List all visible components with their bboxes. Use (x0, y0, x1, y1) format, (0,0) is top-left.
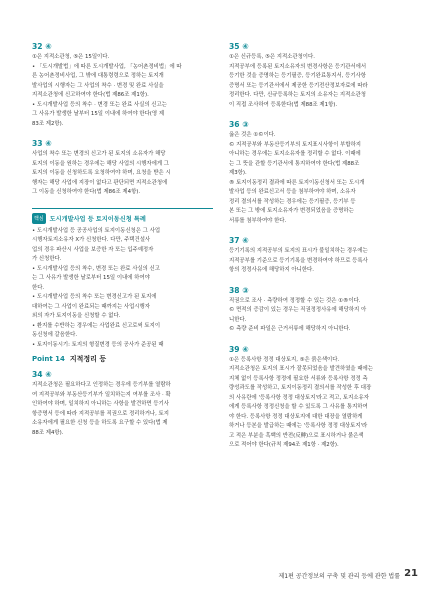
answer-line: • 「도시개발법」에 따른 도시개발사업, 「농어촌정비법」에 따 (32, 63, 182, 70)
tip-bullet: 동신청에 갈음한다. (32, 332, 78, 338)
answer-line: 토지의 이동을 원하는 경우에는 해당 사업의 시행자에게 그 (32, 160, 169, 167)
answer-line: 지적소관청에 신고하여야 한다(법 제86조 제1항). (32, 92, 149, 98)
answer-line: 그 이동을 신청하여야 한다(법 제86조 제4항). (32, 189, 141, 195)
tip-bullet: 는 그 사유가 발생한 날로부터 15일 이내에 하여야 (32, 275, 150, 281)
answer-number: 34 ④ (32, 370, 52, 379)
tip-box (32, 208, 213, 351)
answer-36 (229, 120, 410, 226)
answer-line: 발사업의 시행자는 그 사업의 착수 · 변경 및 완료 사실을 (32, 82, 164, 89)
answer-line: 지적소관청은 필요하다고 인정하는 경우에 등기부를 열람하 (32, 382, 171, 388)
right-column (229, 42, 410, 461)
answer-line: © 지적공부와 부동산등기부의 토지표시사항이 부합하지 (229, 141, 362, 148)
answer-line: 의 사유란에 '등록사항 정정 대상토지'라고 적고, 토지소유자 (229, 394, 369, 401)
tip-bullet: • 환지를 수반하는 경우에는 사업완료 신고로써 토지이 (32, 322, 161, 329)
answer-line: 옳은 것은 ①©이다. (229, 132, 276, 138)
answer-line: 행자는 해당 사업에 지장이 없다고 판단되면 지적소관청에 (32, 179, 168, 186)
answer-line: ①은 신규등록, ⑤은 지적소관청이다. (229, 54, 315, 60)
answer-number: 35 ④ (229, 42, 249, 51)
point-title: 지적정리 등 (69, 355, 107, 363)
tip-bullet: • 도시개발사업 등 공공사업의 토지이동신청은 그 사업 (32, 227, 161, 234)
answer-line: 지체 없이 등록사항 정정에 필요한 서류와 등록사항 정정 측 (229, 375, 368, 382)
answer-line: © 면적의 증감이 있는 경우는 직권정정사유에 해당하지 아 (229, 307, 367, 313)
answer-line: 소유자에게 필요한 신청 등을 하도록 요구할 수 있다(법 제 (32, 420, 168, 426)
answer-number: 32 ④ (32, 42, 52, 51)
answer-number: 33 ④ (32, 139, 52, 148)
answer-number: 39 ④ (229, 344, 249, 354)
answer-38 (229, 286, 410, 335)
answer-line: 직권으로 조사 · 측량하여 정정할 수 있는 것은 ①®이다. (229, 297, 361, 304)
answer-number: 36 ③ (229, 120, 249, 129)
tip-bullet: 시행자토지소유자 X가 신청한다. 다만, 주택건설사 (32, 237, 151, 243)
answer-line: 본 또는 그 밖에 토지소유자가 변경되었음을 증명하는 (229, 208, 354, 214)
answer-34 (32, 370, 213, 438)
answer-line: 에게 등록사항 정정신청을 할 수 있도록 그 사유를 통지하여 (229, 404, 368, 410)
answer-line: 증명서 또는 등기관서에서 제공한 등기전산정보자료에 따라 (229, 82, 368, 89)
page-footer (0, 566, 440, 584)
answer-line: 정리한다. 다만, 신규등록하는 토지의 소유자는 지적소관청 (229, 92, 366, 98)
tip-title: 도시개발사업 등 토지이동신청 특례 (49, 215, 146, 223)
answer-line: ® 토지이동정리 결과에 따른 토지이동신청서 또는 도시개 (229, 179, 365, 186)
answer-line: 니한다. (229, 316, 247, 323)
answer-line: 발사업 등의 완료신고서 등을 첨부하여야 하며, 소유자 (229, 189, 356, 195)
answer-33 (32, 139, 213, 198)
answer-line: 하거나 등본을 발급하는 때에는 '등록사항 정정 대상토지'라 (229, 423, 368, 429)
tip-bullet: 대하여는 그 사업이 완료되는 때까지는 사업시행자 (32, 303, 150, 310)
answer-line: 서류를 첨부하여야 한다. (229, 217, 287, 224)
tip-bullet: 한다. (32, 284, 45, 291)
tip-tag: 핵심 (32, 213, 46, 224)
answer-line: 이 직접 조사하여 등록한다(법 제88조 제1항). (229, 101, 338, 108)
tip-bullet: • 도시개발사업 등의 착수 또는 변경신고가 된 토지에 (32, 294, 157, 300)
answer-line: 고 적은 부분을 흑백의 반전(反轉)으로 표시하거나 붉은색 (229, 432, 364, 439)
answer-line: 인하여야 하며, 일치하지 아니하는 사항을 발견하면 등기사 (32, 401, 169, 407)
answer-line: 토지의 이동을 신청하도록 요청하여야 하며, 요청을 받은 시 (32, 170, 171, 176)
answer-line: ①은 등록사항 정정 대상토지, ⑤은 붉은색이다. (229, 356, 340, 363)
tip-bullet: • 도시개발사업 등의 착수, 변경 또는 완료 사실의 신고 (32, 265, 160, 272)
answer-line: 항의 정정사유에 해당하지 아니한다. (229, 267, 314, 273)
tip-bullet: 가 신청한다. (32, 256, 62, 262)
answer-line: 그 사유가 발생한 날부터 15일 이내에 하여야 한다(영 제 (32, 111, 165, 117)
tip-bullet: • 토지이동시기: 토지의 형질변경 등의 공사가 준공된 때 (32, 341, 164, 348)
answer-line: 지적공부에 등록된 토지소유자의 변경사항은 등기관서에서 (229, 63, 367, 70)
tip-bullet: 업의 경우 파산시 사업을 보증한 자 또는 입주예정자 (32, 246, 154, 253)
answer-line: 정리 결의서를 작성하는 경우에는 등기필증, 등기부 등 (229, 198, 356, 205)
answer-number: 38 ③ (229, 285, 249, 295)
answer-37 (229, 236, 410, 276)
point-label: Point 14 (32, 355, 65, 363)
answer-line: 사업의 착수 또는 변경의 신고가 된 토지의 소유자가 해당 (32, 151, 166, 157)
answer-number: 37 ④ (229, 236, 249, 245)
answer-line: 는 그 뜻을 관할 등기관서에 통지하여야 한다(법 제88조 (229, 160, 360, 167)
answer-line: 아니하는 경우에는 토지소유자를 정리할 수 없다. 이때에 (229, 151, 361, 157)
answer-line: © 측량 준비 파일은 근거서류에 해당하지 아니한다. (229, 326, 351, 332)
answer-line: 제3항). (229, 170, 247, 176)
page-number: 21 (404, 568, 418, 579)
answer-line: 88조 제4항). (32, 429, 64, 436)
answer-line: 른 농어촌정비사업, 그 밖에 대통령령으로 정하는 토지개 (32, 73, 164, 79)
footer-title: 제1편 공간정보의 구축 및 관리 등에 관한 법률 (278, 573, 400, 580)
answer-39 (229, 345, 410, 451)
answer-line: ①은 지적소관청, ⑤은 15일이다. (32, 54, 110, 60)
answer-line: 지적소관청은 토지의 표시가 잘못되었음을 발견하였을 때에는 (229, 366, 373, 372)
tip-header (32, 213, 213, 224)
answer-line: 항증명서 등에 따라 지적공부를 직권으로 정리하거나, 토지 (32, 410, 169, 417)
answer-line: 량성과도를 작성하고, 토지이동정리 결의서를 작성한 후 대장 (229, 385, 372, 391)
answer-line: 으로 적어야 한다(규칙 제94조 제1항 · 제2항). (229, 442, 339, 448)
answer-line: 여 지적공부와 부동산등기부가 일치하는지 여부를 조사 · 확 (32, 391, 171, 398)
answer-line: 야 한다. 등록사항 정정 대상토지에 대한 대장을 열람하게 (229, 413, 363, 420)
answer-35 (229, 42, 410, 110)
point-heading (32, 354, 213, 364)
answer-line: 83조 제2항). (32, 120, 64, 127)
tip-bullet: 외의 자가 토지이동을 신청할 수 없다. (32, 313, 121, 319)
answer-line: • 도시개발사업 등의 착수 · 변경 또는 완료 사실의 신고는 (32, 101, 167, 108)
answer-line: 등기기록의 지적공부의 토지의 표시가 불일치하는 경우에는 (229, 248, 368, 254)
left-column (32, 42, 213, 448)
answer-line: 등기한 것을 증명하는 등기필증, 등기완료통지서, 등기사항 (229, 73, 366, 79)
answer-32 (32, 42, 213, 129)
answer-line: 지적공부를 기준으로 등기기록을 변경하여야 하므로 등록사 (229, 257, 368, 264)
